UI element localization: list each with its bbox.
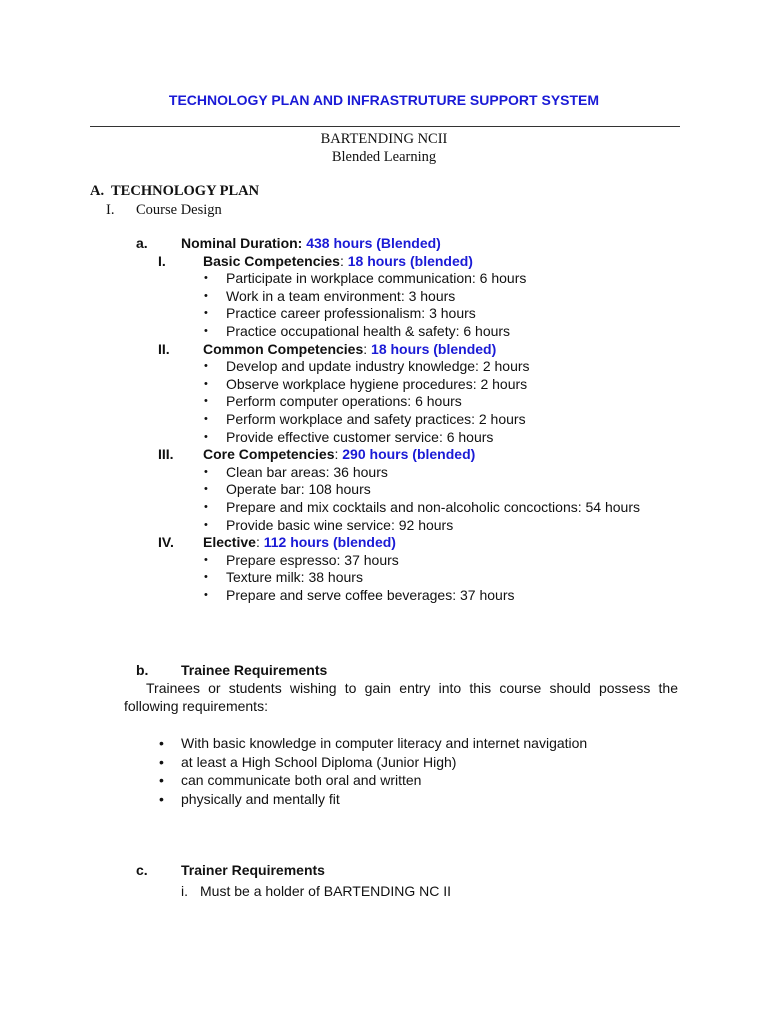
bullet-icon: • (204, 518, 208, 531)
competency-item: Develop and update industry knowledge: 2 hours (226, 358, 530, 375)
nominal-duration (181, 235, 441, 251)
delivery-mode: Blended Learning (331, 149, 437, 165)
bullet-icon: • (204, 395, 208, 408)
bullet-icon: • (159, 790, 164, 807)
item-c-letter: c. (136, 862, 148, 878)
competency-numeral: II. (158, 340, 170, 357)
bullet-icon: • (204, 289, 208, 302)
bullet-icon: • (159, 753, 164, 770)
competency-item: Clean bar areas: 36 hours (226, 463, 388, 480)
trainee-requirement-item: at least a High School Diploma (Junior High) (181, 753, 457, 770)
bullet-icon: • (204, 465, 208, 478)
competency-item: Practice occupational health & safety: 6 hours (226, 323, 511, 339)
trainee-requirements-heading: Trainee Requirements (181, 662, 328, 678)
competency-item: Perform computer operations: 6 hours (226, 393, 462, 410)
competency-item: Provide effective customer service: 6 hours (226, 428, 494, 445)
title-divider (90, 126, 680, 127)
competency-separator: : (339, 252, 348, 269)
bullet-icon: • (204, 307, 208, 320)
competency-item: Perform workplace and safety practices: 2 hours (226, 411, 526, 427)
course-design-label: Course Design (136, 202, 222, 218)
bullet-icon: • (204, 501, 208, 513)
competency-item: Work in a team environment: 3 hours (226, 287, 456, 304)
competency-item: Prepare and mix cocktails and non-alcoholic concoctions: 54 hours (226, 499, 641, 515)
competency-item: Participate in workplace communication: 6 hours (226, 270, 527, 287)
competency-heading (203, 253, 473, 269)
competency-label: Core Competencies (203, 446, 335, 463)
competency-numeral: III. (158, 446, 174, 463)
bullet-icon: • (204, 377, 208, 390)
bullet-icon: • (204, 430, 208, 443)
competency-item: Practice career professionalism: 3 hours (226, 305, 476, 322)
competency-separator: : (255, 534, 264, 551)
competency-item: Prepare espresso: 37 hours (226, 551, 399, 568)
bullet-icon: • (204, 483, 208, 496)
trainer-sub-number: i. (181, 883, 188, 899)
bullet-icon: • (204, 272, 208, 285)
item-a-letter: a. (136, 235, 148, 251)
competency-label: Elective (203, 534, 256, 551)
competency-numeral: IV. (158, 534, 174, 551)
competency-hours: 290 hours (blended) (342, 446, 476, 463)
bullet-icon: • (204, 360, 208, 373)
competency-hours: 18 hours (blended) (371, 340, 497, 357)
trainee-paragraph-line2: following requirements: (124, 698, 268, 714)
trainee-requirement-item: can communicate both oral and written (181, 772, 422, 789)
section-a-label: A. (90, 183, 105, 199)
competency-hours: 18 hours (blended) (347, 252, 473, 269)
section-a-title: TECHNOLOGY PLAN (111, 183, 260, 199)
bullet-icon: • (159, 772, 164, 789)
bullet-icon: • (204, 553, 208, 566)
course-name: BARTENDING NCII (320, 131, 448, 147)
trainer-requirements-heading: Trainer Requirements (181, 862, 325, 878)
competency-hours: 112 hours (blended) (263, 534, 396, 551)
nominal-duration-value: 438 hours (Blended) (306, 235, 441, 251)
bullet-icon: • (204, 571, 208, 584)
competency-heading (203, 534, 396, 550)
trainee-requirement-item: physically and mentally fit (181, 790, 340, 807)
bullet-icon: • (204, 589, 208, 601)
competency-item: Operate bar: 108 hours (226, 481, 371, 498)
competency-item: Provide basic wine service: 92 hours (226, 516, 454, 533)
course-design-numeral: I. (106, 202, 115, 218)
item-b-letter: b. (136, 662, 149, 678)
competency-label: Common Competencies (203, 340, 364, 357)
competency-numeral: I. (158, 252, 166, 269)
competency-heading (203, 341, 496, 357)
trainee-requirement-item: With basic knowledge in computer literacy and internet navigation (181, 735, 588, 751)
bullet-icon: • (204, 325, 208, 337)
competency-item: Texture milk: 38 hours (226, 569, 363, 586)
competency-item: Observe workplace hygiene procedures: 2 hours (226, 375, 528, 392)
page-title: TECHNOLOGY PLAN AND INFRASTRUTURE SUPPORT SYSTEM (168, 92, 600, 108)
competency-heading (203, 446, 475, 462)
trainer-requirement-text: Must be a holder of BARTENDING NC II (200, 883, 452, 899)
nominal-duration-label: Nominal Duration: (181, 235, 307, 251)
competency-item: Prepare and serve coffee beverages: 37 hours (226, 587, 515, 603)
competency-separator: : (334, 446, 343, 463)
competency-label: Basic Competencies (203, 252, 340, 269)
trainee-paragraph-line1: Trainees or students wishing to gain entry into this course should possess the (146, 680, 678, 696)
bullet-icon: • (159, 735, 164, 751)
competency-separator: : (363, 340, 372, 357)
bullet-icon: • (204, 413, 208, 425)
